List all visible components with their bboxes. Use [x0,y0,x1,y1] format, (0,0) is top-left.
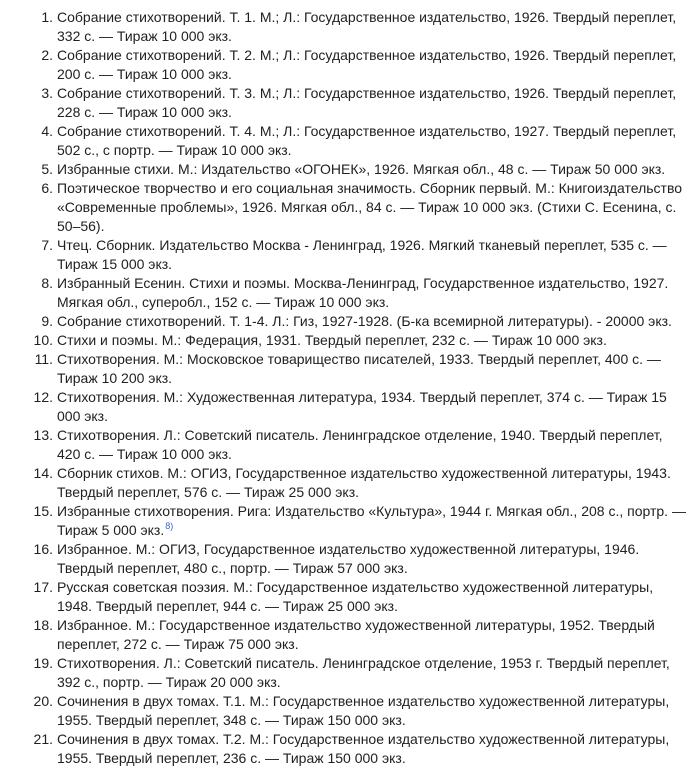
item-text: Чтец. Сборник. Издательство Москва - Ленинград, 1926. Мягкий тканевый переплет, 535 с. — Тираж 15 000 экз. [57,237,667,272]
list-item [0,692,690,730]
list-item [0,730,690,768]
item-text: Собрание стихотворений. Т. 1. М.; Л.: Государственное издательство, 1926. Твердый переплет, 332 с. — Тираж 10 000 экз. [57,9,677,44]
item-text: Стихотворения. Л.: Советский писатель. Ленинградское отделение, 1940. Твердый переплет, 420 с. — Тираж 10 000 экз. [57,427,663,462]
list-item [0,160,690,179]
list-item [0,236,690,274]
list-item [0,502,690,540]
item-number: 9. [41,313,53,329]
item-number: 13. [33,427,53,443]
list-item [0,350,690,388]
item-text: Сочинения в двух томах. Т.1. М.: Государственное издательство художественной литературы, 1955. Твердый переплет, 348 с. — Тираж 150 000 экз. [57,693,670,728]
list-item [0,654,690,692]
item-number: 21. [33,731,53,747]
list-item [0,274,690,312]
item-text: Русская советская поэзия. М.: Государственное издательство художественной литературы, 1948. Твердый переплет, 944 с. — Тираж 25 000 экз. [57,579,654,614]
item-text: Избранные стихи. М.: Издательство «ОГОНЕК», 1926. Мягкая обл., 48 с. — Тираж 50 000 экз. [57,161,666,177]
item-text: Стихотворения. М.: Художественная литература, 1934. Твердый переплет, 374 с. — Тираж 15 000 экз. [57,389,667,424]
item-text: Избранный Есенин. Стихи и поэмы. Москва-Ленинград, Государственное издательство, 1927. Мягкая обл., суперобл., 152 с. — Тираж 10 000 экз. [57,275,669,310]
item-number: 16. [33,541,53,557]
item-text: Сборник стихов. М.: ОГИЗ, Государственное издательство художественной литературы, 1943. Твердый переплет, 576 с. — Тираж 25 000 экз. [57,465,671,500]
list-item [0,578,690,616]
list-item [0,8,690,46]
list-item [0,464,690,502]
item-text-with-ref [57,502,690,540]
item-number: 17. [33,579,53,595]
item-number: 5. [41,161,53,177]
item-text: Стихотворения. Л.: Советский писатель. Ленинградское отделение, 1953 г. Твердый переплет, 392 с., портр. — Тираж 20 000 экз. [57,655,670,690]
item-text: Избранные стихотворения. Рига: Издательство «Культура», 1944 г. Мягкая обл., 208 с., портр. — Тираж 5 000 экз. [57,503,686,538]
item-text: Избранное. М.: ОГИЗ, Государственное издательство художественной литературы, 1946. Твердый переплет, 480 с., портр. — Тираж 57 000 экз. [57,541,640,576]
list-item [0,179,690,236]
item-text: Избранное. М.: Государственное издательство художественной литературы, 1952. Твердый переплет, 272 с. — Тираж 75 000 экз. [57,617,655,652]
item-text: Собрание стихотворений. Т. 3. М.; Л.: Государственное издательство, 1926. Твердый переплет, 228 с. — Тираж 10 000 экз. [57,85,677,120]
item-text: Стихотворения. М.: Московское товарищество писателей, 1933. Твердый переплет, 400 с. — Тираж 10 200 экз. [57,351,661,386]
item-text: Собрание стихотворений. Т. 2. М.; Л.: Государственное издательство, 1926. Твердый переплет, 200 с. — Тираж 10 000 экз. [57,47,677,82]
item-number: 6. [41,180,53,196]
item-number: 3. [41,85,53,101]
list-item [0,388,690,426]
item-number: 10. [33,332,53,348]
item-text: Сочинения в двух томах. Т.2. М.: Государственное издательство художественной литературы, 1955. Твердый переплет, 236 с. — Тираж 150 000 экз. [57,731,670,766]
item-text: Собрание стихотворений. Т. 1-4. Л.: Гиз, 1927-1928. (Б-ка всемирной литературы). - 20000 экз. [57,313,672,329]
item-text: Собрание стихотворений. Т. 4. М.; Л.: Государственное издательство, 1927. Твердый переплет, 502 с., с портр. — Тираж 10 000 экз. [57,123,677,158]
list-item [0,540,690,578]
item-number: 20. [33,693,53,709]
list-item [0,122,690,160]
list-item [0,312,690,331]
item-number: 15. [33,503,53,519]
item-text: Стихи и поэмы. М.: Федерация, 1931. Твердый переплет, 232 с. — Тираж 10 000 экз. [57,332,607,348]
footnote-ref-link[interactable]: 8) [165,521,174,532]
item-number: 14. [33,465,53,481]
item-number: 8. [41,275,53,291]
list-item [0,616,690,654]
item-number: 11. [34,351,53,367]
item-number: 18. [33,617,53,633]
list-item [0,331,690,350]
item-text: Поэтическое творчество и его социальная значимость. Сборник первый. М.: Книгоиздательство «Современные проблемы», 1926. Мягкая обл., 84 с. — Тираж 10 000 экз. (Стихи С. Есенина, с. 50–56). [57,180,683,234]
item-number: 1. [41,9,53,25]
list-item [0,426,690,464]
item-number: 4. [41,123,53,139]
item-number: 12. [33,389,53,405]
item-number: 19. [33,655,53,671]
list-item [0,46,690,84]
item-number: 2. [41,47,53,63]
item-number: 7. [41,237,53,253]
list-item [0,84,690,122]
